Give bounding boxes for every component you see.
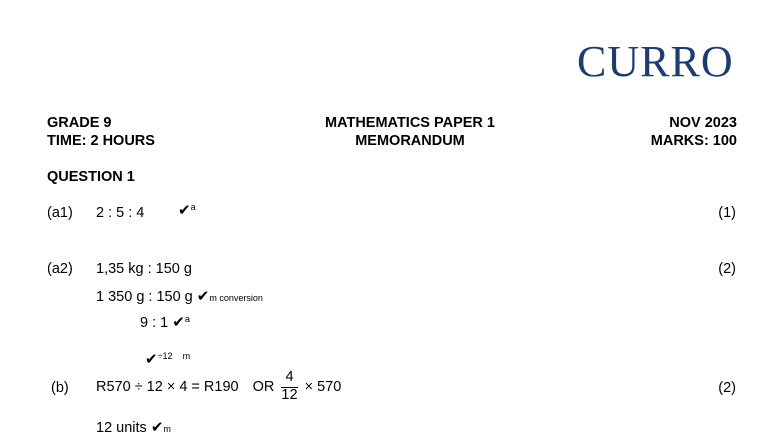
- b-above-note: ÷12: [157, 351, 173, 361]
- header-memo: MEMORANDUM: [355, 133, 465, 149]
- b-expr: R570 ÷ 12 × 4 = R190: [96, 378, 239, 395]
- a2-line3-row: [140, 315, 190, 331]
- b-frac-tail: × 570: [304, 378, 342, 395]
- a1-tick: [178, 203, 196, 219]
- a1-mark-note: a: [190, 202, 196, 212]
- b-or: OR: [252, 378, 275, 395]
- b-line2-note: m: [163, 424, 171, 434]
- a2-line3-note: a: [184, 314, 190, 324]
- a2-line1: 1,35 kg : 150 g: [96, 261, 192, 277]
- header-grade: GRADE 9: [47, 115, 112, 131]
- a2-line2: 1 350 g : 150 g: [96, 289, 193, 305]
- check-mark-icon: ✔: [150, 419, 164, 436]
- b-above-note2: m: [182, 351, 191, 361]
- a2-marks: (2): [718, 261, 736, 277]
- b-fraction: [281, 370, 297, 404]
- a1-marks: (1): [718, 205, 736, 221]
- b-label: (b): [51, 380, 69, 396]
- check-mark-icon: ✔: [178, 202, 191, 219]
- header-date: NOV 2023: [669, 115, 737, 131]
- a1-label: (a1): [47, 205, 73, 221]
- check-mark-icon: ✔: [145, 351, 158, 368]
- b-frac-num: 4: [281, 370, 297, 388]
- a2-line2-row: [96, 289, 263, 305]
- header-marks: MARKS: 100: [650, 133, 737, 149]
- a2-label: (a2): [47, 261, 73, 277]
- curro-logo: CURRO: [577, 37, 734, 86]
- a1-answer: 2 : 5 : 4: [96, 205, 145, 221]
- header-time: TIME: 2 HOURS: [47, 133, 155, 149]
- b-above-row: [145, 352, 190, 368]
- question-title: QUESTION 1: [47, 169, 135, 185]
- a2-line2-note: m conversion: [209, 293, 263, 303]
- b-expr-row: [96, 370, 341, 404]
- b-marks: (2): [718, 380, 736, 396]
- header-subject: MATHEMATICS PAPER 1: [325, 115, 495, 131]
- check-mark-icon: ✔: [172, 314, 185, 331]
- b-frac-den: 12: [281, 386, 298, 403]
- b-line2: 12 units: [96, 420, 147, 436]
- a2-line3: 9 : 1: [140, 315, 169, 331]
- b-line2-row: [96, 420, 171, 436]
- check-mark-icon: ✔: [196, 288, 210, 305]
